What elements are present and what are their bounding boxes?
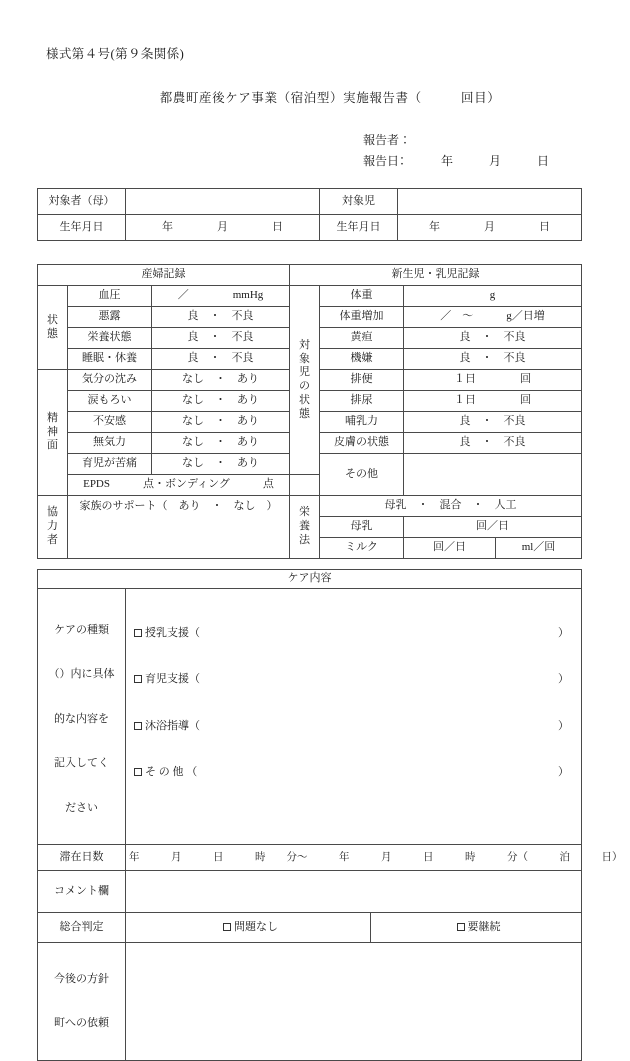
comment-label: コメント欄 — [38, 871, 126, 913]
mother-label: 対象者（母） — [38, 189, 126, 215]
care-type-label: ケアの種類 （）内に具体 的な内容を 記入してく ださい — [38, 589, 126, 845]
row-label-hainyo: 排尿 — [320, 391, 404, 412]
row-value-suimin-kyuyo[interactable]: 良 ・ 不良 — [152, 349, 290, 370]
row-value-nutrition-method[interactable]: 母乳 ・ 混合 ・ 人工 — [320, 496, 582, 517]
child-label: 対象児 — [320, 189, 398, 215]
row-label-haiben: 機嫌 — [320, 349, 404, 370]
row-label-ikuji-ga-kutsu: 育児が苦痛 — [68, 454, 152, 475]
document-title: 都農町産後ケア事業（宿泊型）実施報告書（ 回目） — [159, 91, 501, 105]
judgement-option-needs-followup[interactable]: 要継続 — [371, 913, 582, 943]
row-label-namida-moroi: 涙もろい — [68, 391, 152, 412]
row-value-oro[interactable]: 良 ・ 不良 — [152, 307, 290, 328]
checkbox-icon[interactable] — [134, 629, 142, 637]
checkbox-icon[interactable] — [134, 768, 142, 776]
checkbox-icon[interactable] — [134, 722, 142, 730]
row-value-haiben[interactable]: 良 ・ 不良 — [404, 349, 582, 370]
table-row — [38, 589, 582, 845]
newborn-record-header: 新生児・乳児記録 — [290, 265, 582, 286]
table-row — [38, 871, 582, 913]
subject-info-table — [37, 188, 582, 241]
row-label-ketsuatsu: 血圧 — [68, 286, 152, 307]
row-value-haiben2[interactable]: １日 回 — [404, 370, 582, 391]
future-policy-input[interactable] — [126, 943, 582, 1061]
care-content-header: ケア内容 — [38, 570, 582, 589]
row-value-milk-times[interactable]: 回／日 — [404, 538, 496, 559]
child-birth-input[interactable]: 年 月 日 — [398, 215, 582, 241]
row-label-hifu-no-jotai: 皮膚の状態 — [320, 433, 404, 454]
table-row — [38, 496, 582, 517]
group-label-eiyoho: 栄 養 法 — [290, 496, 320, 559]
row-label-mukiryoku: 無気力 — [68, 433, 152, 454]
row-value-namida-moroi[interactable]: なし ・ あり — [152, 391, 290, 412]
row-value-sonota[interactable] — [404, 454, 582, 496]
row-label-haiben2: 排便 — [320, 370, 404, 391]
comment-input[interactable] — [126, 871, 582, 913]
row-label-oro: 悪露 — [68, 307, 152, 328]
row-epds[interactable]: EPDS 点・ボンディング 点 — [68, 475, 290, 496]
row-label-fuankan: 不安感 — [68, 412, 152, 433]
table-row — [38, 286, 582, 307]
future-policy-label: 今後の方針 町への依頼 — [38, 943, 126, 1061]
care-option-sonota[interactable]: そ の 他 （ ） — [134, 763, 569, 782]
row-value-oudan[interactable]: 良 ・ 不良 — [404, 328, 582, 349]
row-label-oudan: 黄疸 — [320, 328, 404, 349]
row-value-honyuryoku[interactable]: 良 ・ 不良 — [404, 412, 582, 433]
row-label-suimin-kyuyo: 睡眠・休養 — [68, 349, 152, 370]
table-row — [38, 265, 582, 286]
judgement-option-no-problem[interactable]: 問題なし — [126, 913, 371, 943]
row-value-ikuji-ga-kutsu[interactable]: なし ・ あり — [152, 454, 290, 475]
maternal-record-header: 産婦記録 — [38, 265, 290, 286]
row-value-kibun-no-shizumi[interactable]: なし ・ あり — [152, 370, 290, 391]
reporter-block — [363, 130, 549, 172]
records-table — [37, 264, 582, 559]
row-label-taiju: 体重 — [320, 286, 404, 307]
row-value-hainyo[interactable]: １日 回 — [404, 391, 582, 412]
row-label-kibun-no-shizumi: 気分の沈み — [68, 370, 152, 391]
row-label-taiju-zouka: 体重増加 — [320, 307, 404, 328]
mother-birth-label: 生年月日 — [38, 215, 126, 241]
row-value-mukiryoku[interactable]: なし ・ あり — [152, 433, 290, 454]
row-label-eiyo-jotai: 栄養状態 — [68, 328, 152, 349]
row-label-bonyu: 母乳 — [320, 517, 404, 538]
stay-days-input[interactable]: 年 月 日 時 分～ 年 月 日 時 分（ 泊 日） — [126, 845, 582, 871]
row-label-milk: ミルク — [320, 538, 404, 559]
care-option-ikuji-shien[interactable]: 育児支援（ ） — [134, 670, 569, 689]
table-row — [38, 943, 582, 1061]
table-row — [38, 215, 582, 241]
group-label-seishinmen: 精 神 面 — [38, 370, 68, 496]
table-row — [38, 189, 582, 215]
group-label-taishouji-no-jotai: 対 象 児 の 状 態 — [290, 286, 320, 475]
row-value-ketsuatsu[interactable]: ／ mmHg — [152, 286, 290, 307]
row-value-taiju[interactable]: g — [404, 286, 582, 307]
row-label-sonota: その他 — [320, 454, 404, 496]
judgement-label: 総合判定 — [38, 913, 126, 943]
group-label-kyoryokusha: 協 力 者 — [38, 496, 68, 559]
mother-name-input[interactable] — [126, 189, 320, 215]
checkbox-icon[interactable] — [134, 675, 142, 683]
mother-birth-input[interactable]: 年 月 日 — [126, 215, 320, 241]
child-birth-label: 生年月日 — [320, 215, 398, 241]
care-content-table — [37, 569, 623, 1061]
reporter-name-field[interactable]: 報告者： — [363, 133, 412, 147]
care-option-jyunyu-shien[interactable]: 授乳支援（ ） — [134, 624, 569, 643]
checkbox-icon[interactable] — [223, 923, 231, 931]
row-value-eiyo-jotai[interactable]: 良 ・ 不良 — [152, 328, 290, 349]
row-value-kazoku-support[interactable]: 家族のサポート（ あり ・ なし ） — [68, 496, 290, 559]
form-number: 様式第４号(第９条関係) — [46, 47, 185, 61]
row-value-milk-amount[interactable]: ml／回 — [496, 538, 582, 559]
row-value-hifu-no-jotai[interactable]: 良 ・ 不良 — [404, 433, 582, 454]
row-value-fuankan[interactable]: なし ・ あり — [152, 412, 290, 433]
group-label-jotai: 状 態 — [38, 286, 68, 370]
care-options-cell — [126, 589, 582, 845]
care-option-mokuyoku-shido[interactable]: 沐浴指導（ ） — [134, 717, 569, 736]
table-row — [38, 845, 582, 871]
child-name-input[interactable] — [398, 189, 582, 215]
checkbox-icon[interactable] — [457, 923, 465, 931]
row-value-bonyu[interactable]: 回／日 — [404, 517, 582, 538]
row-value-taiju-zouka[interactable]: ／ ～ g／日増 — [404, 307, 582, 328]
report-date-field[interactable]: 報告日： 年 月 日 — [363, 154, 550, 168]
stay-days-label: 滞在日数 — [38, 845, 126, 871]
row-label-honyuryoku: 哺乳力 — [320, 412, 404, 433]
table-row — [38, 913, 582, 943]
table-row — [38, 570, 582, 589]
